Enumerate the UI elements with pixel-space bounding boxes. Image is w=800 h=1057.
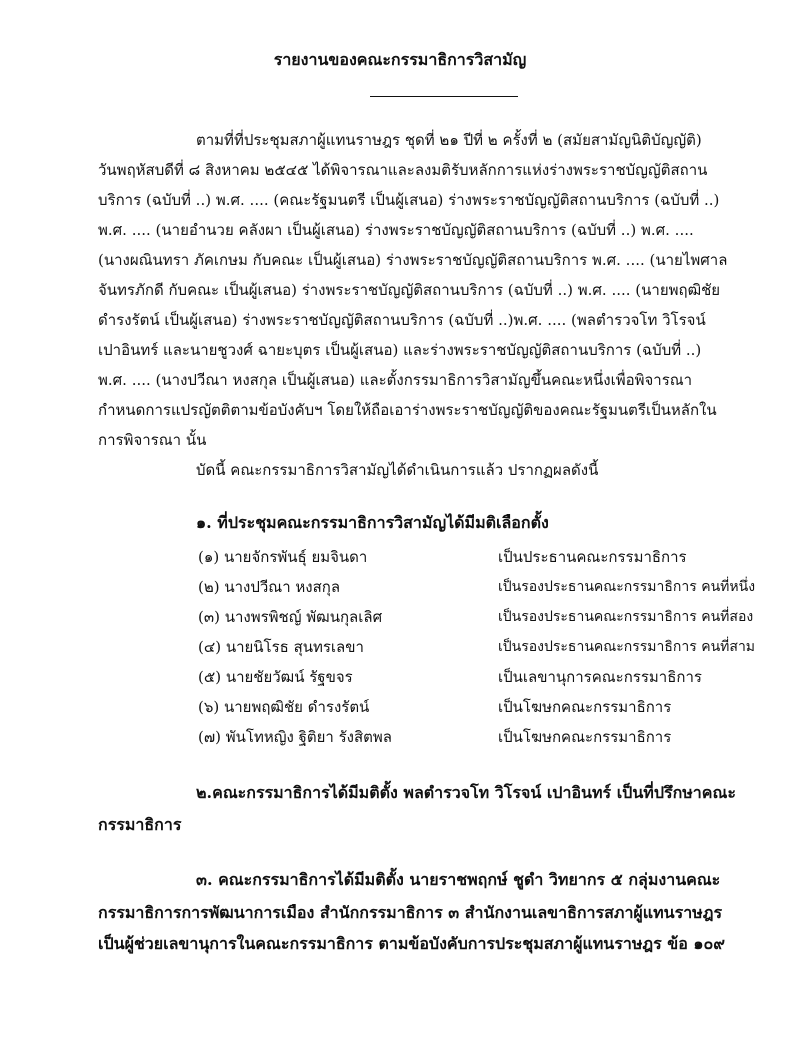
member-role: เป็นรองประธานคณะกรรมาธิการ คนที่สอง — [498, 609, 754, 625]
section2-line: กรรมาธิการ — [98, 815, 182, 834]
member-name: (๑) นายจักรพันธุ์ ยมจินดา — [198, 548, 368, 566]
intro-line: พ.ศ. .... (นายอำนวย คลังผา เป็นผู้เสนอ) ร่างพระราชบัญญัติสถานบริการ (ฉบับที่ ..) พ.ศ. .... — [98, 221, 694, 239]
intro-line: (นางผณินทรา ภัคเกษม กับคณะ เป็นผู้เสนอ) ร่างพระราชบัญญัติสถานบริการ พ.ศ. .... (นายไพศาล — [98, 251, 728, 269]
member-name: (๓) นางพรพิชญ์ พัฒนกุลเลิศ — [198, 608, 383, 626]
member-name: (๖) นายพฤฒิชัย ดำรงรัตน์ — [198, 698, 370, 716]
title-underline — [370, 96, 518, 97]
member-name: (๗) พันโทหญิง ฐิติยา รังสิตพล — [198, 728, 392, 746]
section3-line: ๓. คณะกรรมาธิการได้มีมติตั้ง นายราชพฤกษ์ ชูดำ วิทยากร ๕ กลุ่มงานคณะ — [196, 870, 721, 889]
member-role: เป็นรองประธานคณะกรรมาธิการ คนที่สาม — [498, 639, 756, 655]
intro-line: จันทรภักดี กับคณะ เป็นผู้เสนอ) ร่างพระราชบัญญัติสถานบริการ (ฉบับที่ ..) พ.ศ. .... (นายพฤฒิชัย — [98, 281, 721, 299]
section2-line: ๒.คณะกรรมาธิการได้มีมติตั้ง พลตำรวจโท วิโรจน์ เปาอินทร์ เป็นที่ปรึกษาคณะ — [196, 783, 736, 802]
member-role: เป็นรองประธานคณะกรรมาธิการ คนที่หนึ่ง — [498, 579, 756, 595]
intro-line: เปาอินทร์ และนายชูวงศ์ ฉายะบุตร เป็นผู้เสนอ) และร่างพระราชบัญญัติสถานบริการ (ฉบับที่ ..) — [98, 341, 702, 359]
results-line: บัดนี้ คณะกรรมาธิการวิสามัญได้ดำเนินการแล้ว ปรากฏผลดังนี้ — [196, 461, 599, 479]
member-role: เป็นโฆษกคณะกรรมาธิการ — [498, 698, 672, 716]
member-name: (๒) นางปวีณา หงสกุล — [198, 578, 341, 596]
member-role: เป็นประธานคณะกรรมาธิการ — [498, 548, 687, 566]
member-role: เป็นโฆษกคณะกรรมาธิการ — [498, 728, 672, 746]
section1-heading: ๑. ที่ประชุมคณะกรรมาธิการวิสามัญได้มีมติเลือกตั้ง — [196, 513, 549, 532]
intro-line: การพิจารณา นั้น — [98, 431, 207, 449]
member-name: (๕) นายชัยวัฒน์ รัฐขจร — [198, 668, 353, 686]
section3-line: เป็นผู้ช่วยเลขานุการในคณะกรรมาธิการ ตามข้อบังคับการประชุมสภาผู้แทนราษฎร ข้อ ๑๐๙ — [98, 934, 726, 953]
member-role: เป็นเลขานุการคณะกรรมาธิการ — [498, 668, 702, 686]
intro-line: ตามที่ที่ประชุมสภาผู้แทนราษฎร ชุดที่ ๒๑ ปีที่ ๒ ครั้งที่ ๒ (สมัยสามัญนิติบัญญัติ) — [196, 131, 702, 149]
intro-line: พ.ศ. .... (นางปวีณา หงสกุล เป็นผู้เสนอ) และตั้งกรรมาธิการวิสามัญขึ้นคณะหนึ่งเพื่อพิจารณา — [98, 371, 693, 389]
intro-line: ดำรงรัตน์ เป็นผู้เสนอ) ร่างพระราชบัญญัติสถานบริการ (ฉบับที่ ..)พ.ศ. .... (พลตำรวจโท วิโรจน์ — [98, 311, 706, 329]
member-name: (๔) นายนิโรธ สุนทรเลขา — [198, 638, 364, 656]
intro-line: บริการ (ฉบับที่ ..) พ.ศ. .... (คณะรัฐมนตรี เป็นผู้เสนอ) ร่างพระราชบัญญัติสถานบริการ (ฉบับที่ ..) — [98, 191, 720, 209]
intro-line: กำหนดการแปรญัตติตามข้อบังคับฯ โดยให้ถือเอาร่างพระราชบัญญัติของคณะรัฐมนตรีเป็นหลักใน — [98, 401, 717, 419]
section3-line: กรรมาธิการการพัฒนาการเมือง สำนักกรรมาธิการ ๓ สำนักงานเลขาธิการสภาผู้แทนราษฎร — [98, 903, 723, 922]
intro-line: วันพฤหัสบดีที่ ๘ สิงหาคม ๒๕๔๕ ได้พิจารณาและลงมติรับหลักการแห่งร่างพระราชบัญญัติสถาน — [98, 161, 708, 179]
page-title: รายงานของคณะกรรมาธิการวิสามัญ — [273, 50, 527, 69]
